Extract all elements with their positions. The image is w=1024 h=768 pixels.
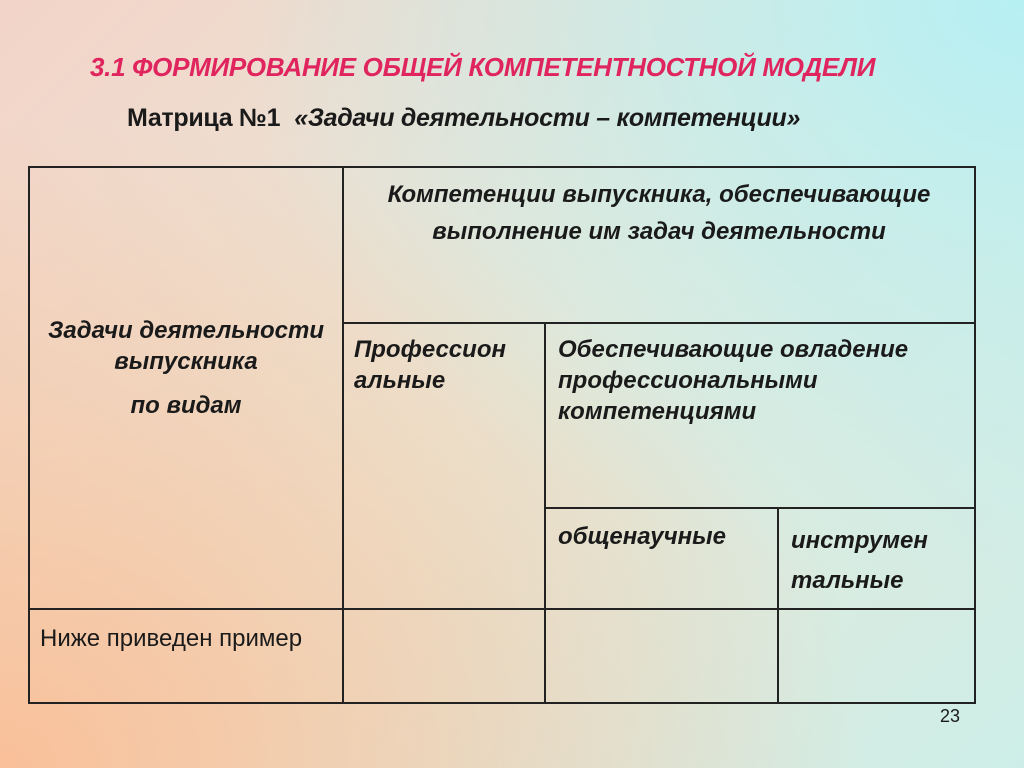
general-science-header-cell: общенаучные <box>545 508 778 609</box>
empty-cell-professional <box>343 609 545 703</box>
empty-cell-instrumental <box>778 609 975 703</box>
competencies-header-cell: Компетенции выпускника, обеспечивающие выполнение им задач деятельности <box>343 167 975 323</box>
page-number: 23 <box>940 706 961 726</box>
example-note-cell: Ниже приведен пример <box>29 609 343 703</box>
competence-matrix-table <box>28 166 976 704</box>
slide-title: 3.1 ФОРМИРОВАНИЕ ОБЩЕЙ КОМПЕТЕНТНОСТНОЙ МОДЕЛИ <box>90 52 876 82</box>
matrix-subtitle <box>127 104 800 133</box>
empty-cell-general-science <box>545 609 778 703</box>
matrix-name: «Задачи деятельности – компетенции» <box>294 104 801 132</box>
professional-header-cell: Профессион альные <box>343 323 545 609</box>
tasks-header-label: Задачи деятельности выпускника <box>47 317 325 376</box>
instrumental-header-cell: инструмен тальные <box>778 508 975 609</box>
matrix-number: Матрица №1 <box>127 104 281 132</box>
supporting-header-cell: Обеспечивающие овладение профессиональными компетенциями <box>545 323 975 508</box>
table-row <box>29 167 975 323</box>
tasks-header-cell <box>29 167 343 609</box>
tasks-by-kind-label: по видам <box>130 391 242 419</box>
table-row <box>29 609 975 703</box>
